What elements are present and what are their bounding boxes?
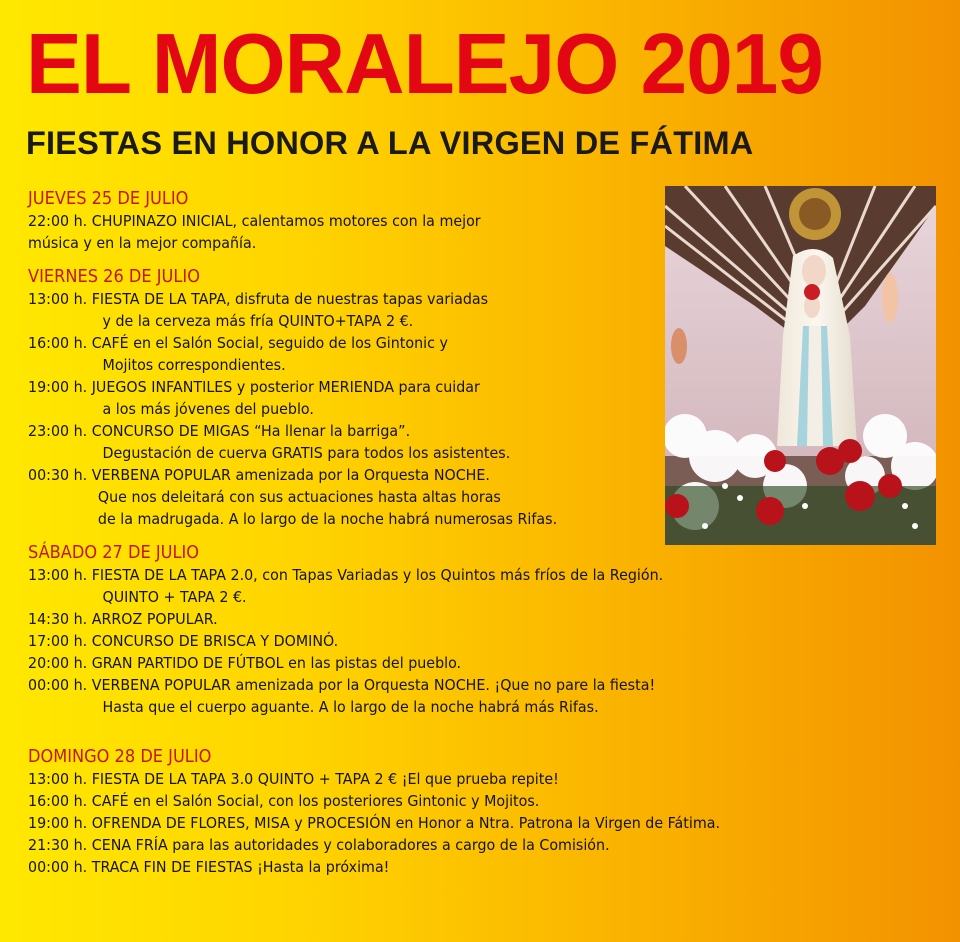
- event-line: Que nos deleitará con sus actuaciones hasta altas horas: [97, 488, 501, 506]
- event-line: 13:00 h. FIESTA DE LA TAPA 3.0 QUINTO + TAPA 2 € ¡El que prueba repite!: [28, 770, 559, 788]
- day-friday: [28, 266, 960, 530]
- event-line: música y en la mejor compañía.: [28, 234, 257, 252]
- event-line: 20:00 h. GRAN PARTIDO DE FÚTBOL en las pistas del pueblo.: [28, 654, 462, 672]
- event-line: 22:00 h. CHUPINAZO INICIAL, calentamos motores con la mejor: [28, 212, 481, 230]
- day-thursday: [28, 188, 960, 254]
- event-line: 14:30 h. ARROZ POPULAR.: [28, 610, 218, 628]
- event-line: 23:00 h. CONCURSO DE MIGAS “Ha llenar la barriga”.: [28, 422, 411, 440]
- event-line: 16:00 h. CAFÉ en el Salón Social, seguido de los Gintonic y: [28, 334, 448, 352]
- event-line: 00:30 h. VERBENA POPULAR amenizada por la Orquesta NOCHE.: [28, 466, 490, 484]
- event-line: Hasta que el cuerpo aguante. A lo largo de la noche habrá más Rifas.: [102, 698, 599, 716]
- poster-subtitle: FIESTAS EN HONOR A LA VIRGEN DE FÁTIMA: [26, 125, 754, 161]
- program-schedule: [28, 188, 960, 878]
- event-line: 13:00 h. FIESTA DE LA TAPA, disfruta de nuestras tapas variadas: [28, 290, 489, 308]
- event-line: a los más jóvenes del pueblo.: [102, 400, 314, 418]
- day-header: DOMINGO 28 DE JULIO: [28, 746, 212, 767]
- day-sunday: [28, 746, 960, 878]
- event-line: y de la cerveza más fría QUINTO+TAPA 2 €.: [102, 312, 414, 330]
- day-header: JUEVES 25 DE JULIO: [28, 188, 189, 209]
- event-line: 00:00 h. TRACA FIN DE FIESTAS ¡Hasta la próxima!: [28, 858, 390, 876]
- event-line: 19:00 h. JUEGOS INFANTILES y posterior MERIENDA para cuidar: [28, 378, 480, 396]
- day-header: VIERNES 26 DE JULIO: [28, 266, 200, 287]
- day-header: SÁBADO 27 DE JULIO: [28, 542, 200, 563]
- event-line: 19:00 h. OFRENDA DE FLORES, MISA y PROCESIÓN en Honor a Ntra. Patrona la Virgen de Fátima.: [28, 814, 721, 832]
- event-line: 16:00 h. CAFÉ en el Salón Social, con los posteriores Gintonic y Mojitos.: [28, 792, 540, 810]
- event-line: de la madrugada. A lo largo de la noche habrá numerosas Rifas.: [97, 510, 558, 528]
- event-line: 00:00 h. VERBENA POPULAR amenizada por la Orquesta NOCHE. ¡Que no pare la fiesta!: [28, 676, 656, 694]
- event-line: Degustación de cuerva GRATIS para todos los asistentes.: [102, 444, 511, 462]
- event-line: Mojitos correspondientes.: [102, 356, 286, 374]
- event-line: 21:30 h. CENA FRÍA para las autoridades y colaboradores a cargo de la Comisión.: [28, 836, 610, 854]
- event-line: 17:00 h. CONCURSO DE BRISCA Y DOMINÓ.: [28, 632, 339, 650]
- day-saturday: [28, 542, 960, 718]
- event-line: QUINTO + TAPA 2 €.: [102, 588, 247, 606]
- event-line: 13:00 h. FIESTA DE LA TAPA 2.0, con Tapas Variadas y los Quintos más fríos de la Región.: [28, 566, 664, 584]
- poster-title: EL MORALEJO 2019: [26, 17, 823, 112]
